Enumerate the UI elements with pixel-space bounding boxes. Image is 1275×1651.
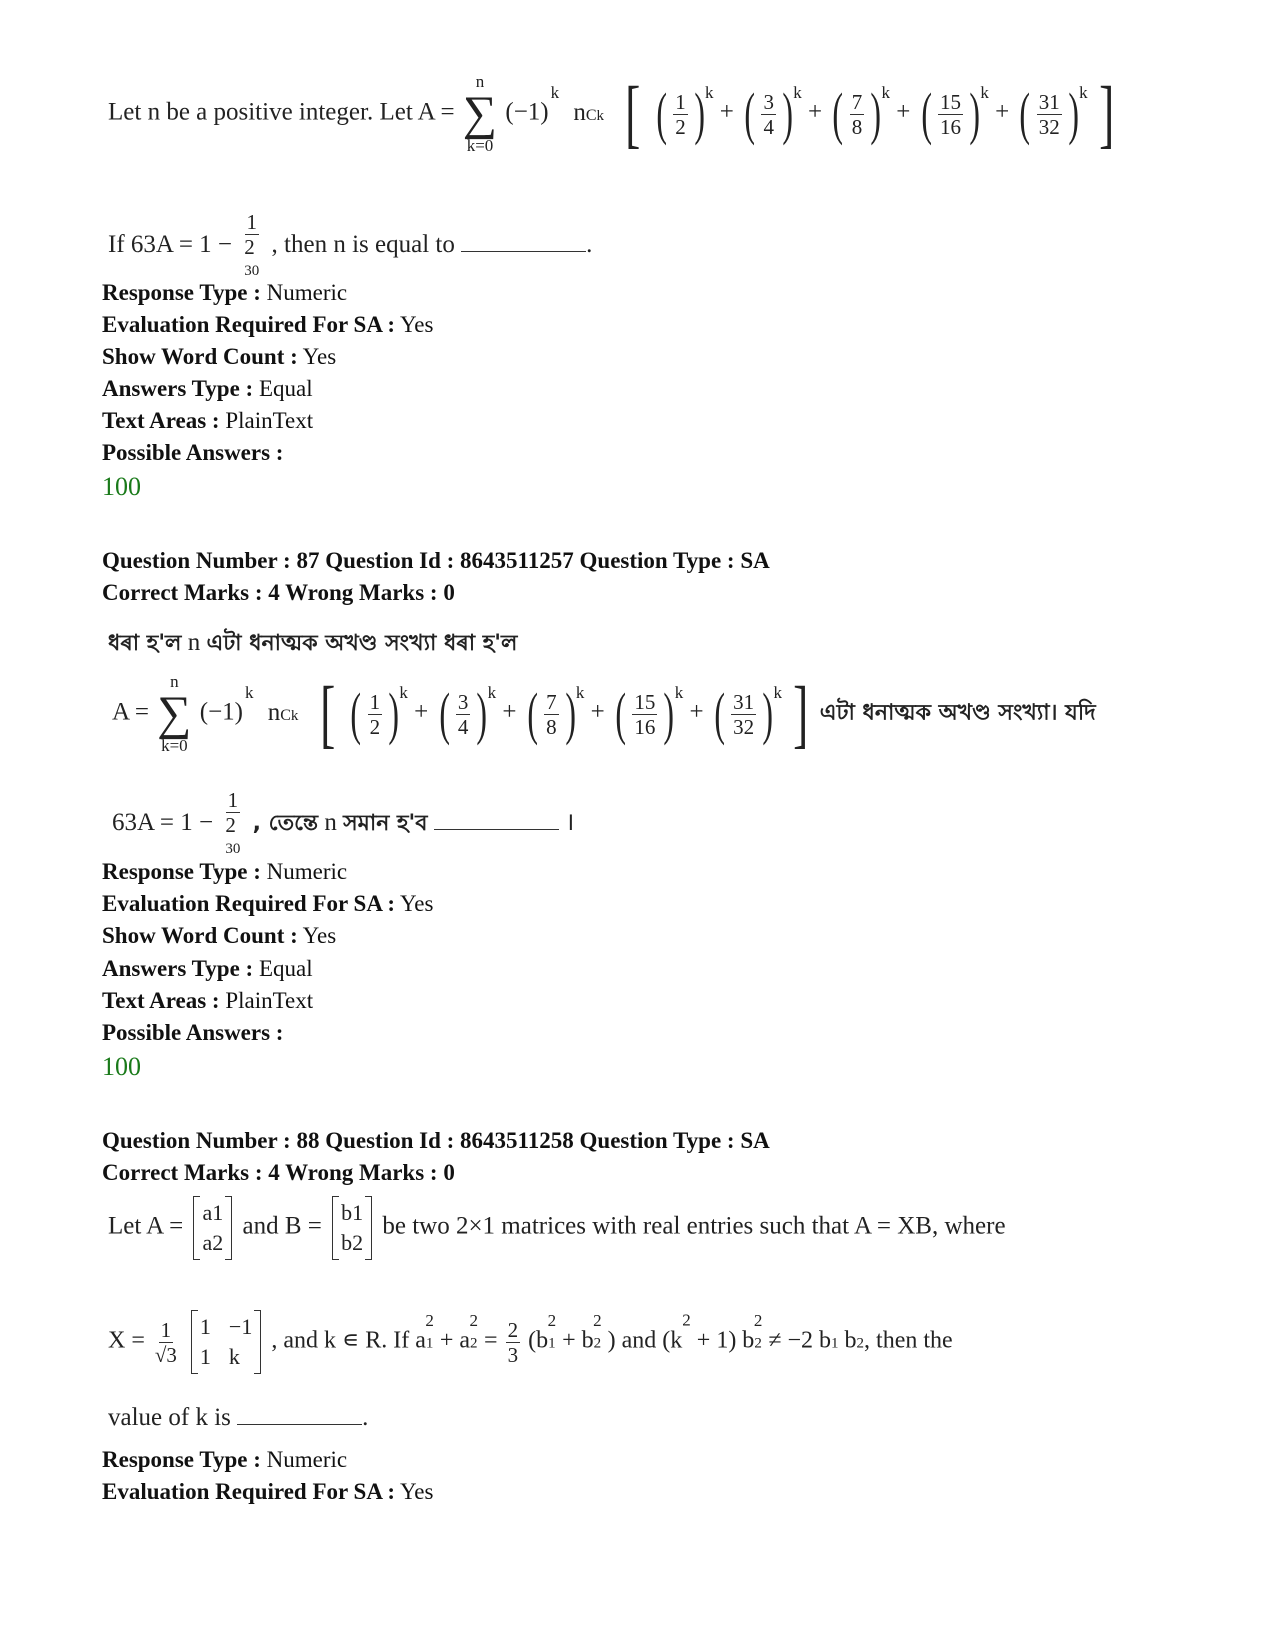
q88-evaluation-required: [102, 1478, 433, 1506]
meta-value: Yes: [297, 923, 337, 948]
meta-value: PlainText: [219, 988, 314, 1013]
square-exp: 2: [593, 1310, 602, 1330]
q87-bengali-line1: [108, 626, 517, 663]
q88-text: ≠ −2 b: [768, 1327, 832, 1354]
meta-label: Show Word Count :: [102, 344, 298, 369]
bn-danda: ।: [565, 809, 575, 837]
bn-text: ধৰা হ'ল: [108, 631, 182, 656]
square-exp: 2: [425, 1310, 434, 1330]
meta-value: Equal: [253, 376, 313, 401]
meta-label: Response Type :: [102, 859, 261, 884]
neg-one-term: (−1): [199, 698, 243, 726]
frac1-den: 2: [369, 714, 381, 739]
meta-value: Equal: [253, 956, 313, 981]
q88-marks: Correct Marks : 4 Wrong Marks : 0: [102, 1160, 455, 1185]
meta-label: Response Type :: [102, 280, 261, 305]
meta-label: Show Word Count :: [102, 923, 298, 948]
plus-sign: +: [808, 98, 823, 126]
frac3-num: 7: [851, 89, 863, 114]
answer-blank: [434, 811, 559, 830]
exp-k: k: [575, 682, 585, 702]
q88-header: Question Number : 88 Question Id : 8643511258 Question Type : SA: [102, 1128, 770, 1153]
sum-upper-limit: n: [475, 72, 485, 91]
a-entry: a: [202, 1230, 213, 1255]
exponent-k: k: [550, 82, 560, 102]
q88-text: + b: [562, 1327, 594, 1354]
subscript-2: 2: [754, 1335, 762, 1352]
let-a: Let A =: [108, 1212, 184, 1240]
matrix-entry: k: [228, 1344, 240, 1369]
q87-answer-value: 100: [102, 1052, 141, 1081]
a-entry: a: [202, 1200, 213, 1225]
q88-stem-line2: [108, 1310, 953, 1374]
q86-answers-type: [102, 375, 313, 403]
frac-one: 1: [160, 1317, 172, 1342]
q87-header: Question Number : 87 Question Id : 8643511257 Question Type : SA: [102, 548, 770, 573]
q87-stem-line2: A = n ∑ k=0 $(-1)^k$ nCk [ ( $\frac{1}{2}$ )$^k$ + ( $\frac{3}{4}$ )$^k$ + ( $\frac{7}{8}$ )$^k$ + ( $\frac{15}{16}$ )$^k$ + ( $\frac{31}{32}$ )$^k$ ] এটা ধনাত্মক অখণ্ড সংখ্যা। যদি: [112, 672, 1096, 756]
meta-label: Answers Type :: [102, 376, 254, 401]
and-b: and B =: [242, 1212, 322, 1240]
square-exp: 2: [682, 1310, 691, 1330]
exp-k: k: [773, 682, 782, 702]
var-n: n: [187, 629, 201, 656]
q86-possible-answers: [102, 439, 283, 467]
frac5-num: 31: [733, 689, 755, 714]
square-exp: 2: [753, 1310, 763, 1330]
answer-blank: [237, 1406, 362, 1425]
q88-text: (b: [528, 1327, 549, 1354]
subscript-2: 2: [593, 1335, 602, 1352]
frac2-den: 4: [457, 714, 469, 739]
q86-response-type: [102, 279, 347, 307]
plus-sign: +: [502, 698, 517, 726]
meta-value: Yes: [395, 1479, 434, 1504]
q88-text: , and k ∊ R. If a: [271, 1327, 426, 1354]
matrix-entry: 1: [199, 1314, 211, 1339]
q87-text-areas: [102, 987, 313, 1015]
frac2-den: 4: [763, 114, 774, 139]
bn-text: এটা ধনাত্মক অখণ্ড সংখ্যা ধৰা হ'ল: [206, 631, 518, 656]
meta-value: PlainText: [219, 408, 314, 433]
q88-text: + a: [439, 1327, 471, 1354]
exp-k: k: [793, 82, 802, 102]
bn-text: , তেন্তে: [252, 811, 319, 837]
base-two: 2: [225, 813, 236, 837]
q88-line1-text: be two 2×1 matrices with real entries such that A = XB, where: [382, 1212, 1006, 1240]
frac-three: 3: [507, 1342, 519, 1367]
meta-label: Text Areas :: [102, 988, 220, 1013]
frac-one: 1: [227, 788, 239, 812]
matrix-entry: −1: [228, 1314, 253, 1339]
q88-text: , then the: [864, 1327, 953, 1354]
q87-answers-type: [102, 955, 313, 983]
q86-evaluation-required: [102, 311, 433, 339]
meta-label: Text Areas :: [102, 408, 220, 433]
c-term: C: [585, 106, 597, 124]
q86-answer-value: 100: [102, 472, 141, 501]
exp-k: k: [881, 82, 891, 102]
q88-text: ) and (k: [607, 1327, 683, 1354]
plus-sign: +: [414, 698, 429, 726]
square-exp: 2: [547, 1310, 557, 1330]
sum-lower-limit: k=0: [161, 736, 188, 755]
meta-label: Evaluation Required For SA :: [102, 312, 396, 337]
exp-k: k: [399, 682, 408, 702]
q88-text: =: [484, 1327, 498, 1354]
sqrt-three: √3: [154, 1342, 177, 1367]
frac1-num: 1: [369, 689, 381, 714]
meta-label: Possible Answers :: [102, 1020, 284, 1045]
neg-one-term: (−1): [505, 98, 549, 126]
subscript-1: 1: [548, 1335, 556, 1352]
exponent-k: k: [245, 682, 254, 702]
frac-two: 2: [507, 1317, 519, 1342]
exp-30: 30: [244, 263, 260, 279]
meta-label: Response Type :: [102, 1447, 261, 1472]
q86-text-areas: [102, 407, 313, 435]
matrix-x: [191, 1310, 261, 1374]
value-of-k-text: value of k is: [108, 1404, 231, 1431]
frac2-num: 3: [763, 89, 774, 114]
summation-symbol: n ∑ k=0: [157, 672, 192, 755]
q87-evaluation-required: [102, 890, 433, 918]
q88-response-type: [102, 1446, 347, 1474]
meta-value: Numeric: [260, 280, 348, 305]
q87-stem-line3: [112, 788, 575, 861]
q87-show-word-count: [102, 922, 336, 950]
base-two: 2: [244, 235, 255, 259]
q86-show-word-count: [102, 343, 336, 371]
frac3-den: 8: [546, 714, 557, 739]
frac5-den: 32: [1038, 114, 1060, 139]
matrix-a: [193, 1196, 232, 1260]
frac3-num: 7: [546, 689, 557, 714]
frac4-num: 15: [634, 689, 656, 714]
subscript-2: 2: [856, 1335, 865, 1352]
sum-lower-limit: k=0: [466, 136, 494, 155]
exp-30: 30: [225, 841, 241, 857]
a-equals: A =: [112, 698, 150, 726]
subscript-2: 2: [470, 1335, 478, 1352]
subscript-2: 2: [352, 1230, 364, 1255]
frac4-num: 15: [939, 89, 961, 114]
q87-possible-answers: [102, 1019, 283, 1047]
plus-sign: +: [689, 698, 704, 726]
summation-symbol: n ∑ k=0: [462, 72, 498, 155]
eq-63a: 63A = 1 −: [112, 809, 214, 837]
k-subscript: k: [290, 707, 299, 724]
period: .: [586, 231, 593, 259]
exp-k: k: [674, 682, 684, 702]
exp-k: k: [1079, 82, 1088, 102]
q86-stem-line1: Let n be a positive integer. Let A = n ∑ k=0 $(-1)^k$ nCk [ ( $\frac{1}{2}$ )$^k$ + ( $\frac{3}{4}$ )$^k$ + ( $\frac{7}{8}$ )$^k$ + ( $\frac{15}{16}$ )$^k$ + ( $\frac{31}{32}$ )$^k$ ]: [108, 72, 1115, 156]
meta-label: Evaluation Required For SA :: [102, 1479, 396, 1504]
q86-stem-line2: [108, 210, 592, 283]
frac5-num: 31: [1038, 89, 1060, 114]
b-entry: b: [341, 1230, 353, 1255]
q86-intro-text: Let n be a positive integer. Let A =: [108, 98, 455, 126]
meta-label: Answers Type :: [102, 956, 254, 981]
frac3-den: 8: [851, 114, 863, 139]
matrix-b: [332, 1196, 372, 1260]
plus-sign: +: [590, 698, 605, 726]
subscript-2: 2: [212, 1230, 224, 1255]
bn-text: সমান হ'ব: [343, 811, 428, 837]
subscript-1: 1: [212, 1200, 224, 1225]
if-63a-text: If 63A = 1 −: [108, 231, 233, 259]
c-term: C: [280, 706, 291, 724]
q87-response-type: [102, 858, 347, 886]
meta-label: Evaluation Required For SA :: [102, 891, 396, 916]
meta-value: Yes: [395, 312, 434, 337]
meta-value: Numeric: [260, 1447, 348, 1472]
q88-stem-line3: [108, 1404, 368, 1432]
exp-k: k: [705, 82, 714, 102]
frac1-den: 2: [675, 114, 686, 139]
b-entry: b: [341, 1200, 353, 1225]
x-equals: X =: [108, 1327, 145, 1354]
q87-marks: Correct Marks : 4 Wrong Marks : 0: [102, 580, 455, 605]
period: .: [362, 1404, 369, 1431]
then-text: , then n is equal to: [271, 231, 455, 259]
meta-value: Yes: [297, 344, 337, 369]
frac1-num: 1: [675, 89, 686, 114]
plus-sign: +: [719, 98, 734, 126]
q88-text: + 1) b: [690, 1327, 755, 1354]
n-term: n: [573, 98, 586, 126]
bn-text: এটা ধনাত্মক অখণ্ড সংখ্যা। যদি: [819, 700, 1096, 726]
subscript-1: 1: [352, 1200, 364, 1225]
frac4-den: 16: [939, 114, 961, 139]
subscript-1: 1: [831, 1335, 839, 1352]
square-exp: 2: [469, 1310, 479, 1330]
sum-upper-limit: n: [170, 672, 179, 691]
matrix-entry: 1: [199, 1344, 211, 1369]
var-n: n: [324, 809, 337, 837]
frac2-num: 3: [457, 689, 469, 714]
meta-value: Numeric: [260, 859, 348, 884]
meta-label: Possible Answers :: [102, 440, 284, 465]
answer-blank: [461, 233, 586, 252]
subscript-1: 1: [425, 1335, 434, 1352]
frac4-den: 16: [634, 714, 656, 739]
meta-value: Yes: [395, 891, 434, 916]
plus-sign: +: [995, 98, 1010, 126]
plus-sign: +: [896, 98, 911, 126]
exp-k: k: [487, 682, 497, 702]
frac-one: 1: [246, 210, 258, 234]
q88-stem-line1: [108, 1196, 1006, 1260]
exp-k: k: [980, 82, 989, 102]
q88-text: b: [838, 1327, 857, 1354]
n-term: n: [267, 698, 281, 726]
frac5-den: 32: [733, 714, 755, 739]
k-subscript: k: [596, 107, 605, 124]
